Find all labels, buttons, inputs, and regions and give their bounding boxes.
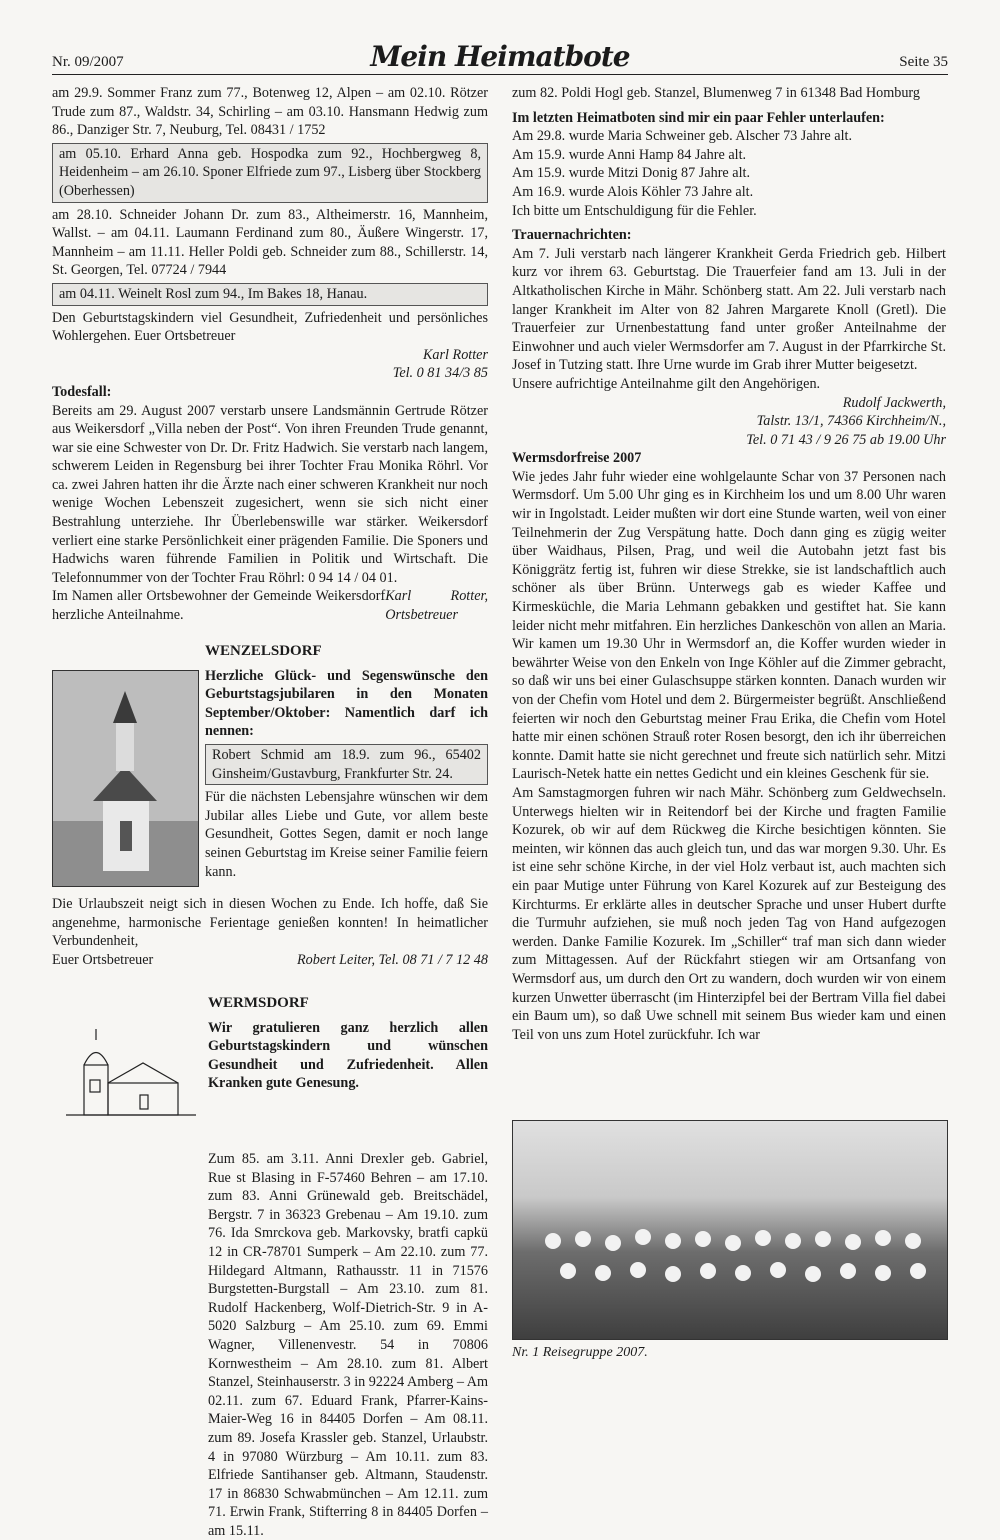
church-drawing — [56, 1025, 202, 1135]
jackwerth-address: Talstr. 13/1, 74366 Kirchheim/N., — [756, 413, 946, 430]
todesfall-text: Bereits am 29. August 2007 verstarb unsere Landsmännin Gertrude Rötzer aus Weikersdorf „Villa neben der Post“. Von ihren Freunden Trude genannt, war sie eine Schwester von Dr. Dr. Fritz Hadwich. Sie verstarb nach langem, schwerem Leiden in Regensburg bei ihrer Tochter Frau Monika Röhrl. Vor ca. zwei Jahren hatten ihr die Ärzte nach einer schweren Krankheit nur noch wenige Wochen Lebenszeit zugesichert, wenn sie sich nicht einer Bestrahlung unterziehe. Ihr Überlebenswille war stärker. Weikersdorf verliert eine starke Persönlichkeit einer prägenden Familie. Die Sponers und Hadwichs waren führende Familien in Politik und Wirtschaft. Die Telefonnummer von der Tochter Frau Röhrl: 0 94 14 / 04 01. — [52, 402, 488, 586]
page-number: Seite 35 — [899, 54, 948, 70]
highlight-box-2 — [52, 283, 488, 306]
correction-4: Am 16.9. wurde Alois Köhler 73 Jahre alt. — [512, 183, 754, 200]
trauer-text: Am 7. Juli verstarb nach längerer Krankheit Gerda Friedrich geb. Hilbert kurz vor ihrem 63. Geburtstag. Die Trauerfeier fand am 13. Juli in der Altkatholischen Kirche in Mähr. Schönberg statt. Am 22. Juli verstarb nach langer Krankheit im Alter von 82 Jahren Margarete Knoll (Gretl). Die Trauerfeier zur Urnenbestattung fand unter großer Anteilnahme der Einwohner und auch vieler Wermsdorfer am 7. August in der Pfarrkirche St. Josef in Tutzing statt. Ihre Urne wurde im Grab ihrer Mutter beigesetzt. — [512, 245, 946, 374]
wenzelsdorf-heading: WENZELSDORF — [205, 643, 322, 659]
birthday-list-1: am 29.9. Sommer Franz zum 77., Botenweg 12, Alpen – am 02.10. Rötzer Trude zum 87., Waldstr. 34, Schirling – am 03.10. Hansmann Hedwig zum 86., Danziger Str. 7, Neuburg, Tel. 08431 / 1752 — [52, 85, 488, 139]
group-photo — [512, 1120, 948, 1340]
birthday-list-2: am 28.10. Schneider Johann Dr. zum 83., Altheimerstr. 16, Mannheim, Wallst. – am 04.11. Laumann Ferdinand zum 80., Äußere Wingerstr. 17, Mannheim – am 11.11. Heller Poldi geb. Schneider zum 88., Schillerstr. 14, St. Georgen, Tel. 07724 / 7944 — [52, 206, 488, 279]
correction-3: Am 15.9. wurde Mitzi Donig 87 Jahre alt. — [512, 165, 750, 182]
reise-text-2: Am Samstagmorgen fuhren wir nach Mähr. Schönberg zum Geldwechseln. Unterwegs hielten wir in Reitendorf bei der Kirche und fragten Familie Kozurek, ob wir auf dem Rückweg die Kirche besichtigen könnten. Sie meinten, wir können das auch gleich tun, und das war morgen 9.30. Uhr. Es ist eine sehr schöne Kirche, in der viel Holz verbaut ist, auch machten sich ein paar Mutige unter Führung von Karel Kozurek auf zur Besteigung des Kirchturms. Er erklärte alles in deutscher Sprache und unser Hubert durfte die Turmuhr aufziehen, sie muß noch jeden Tag von Hand aufgezogen werden. Danke Familie Kozurek. Im „Schiller“ traf man sich dann wieder zum Mittagessen. Auf der Rückfahrt stiegen wir am Ortsanfang von Wermsdorf aus, um durch den Ort zu wandern, doch wurden wir von einem kurzen Unwetter überrascht (im Hinterzipfel bei der Bertram Villa fiel dabei ein Baum um), so daß Uwe schnell mit seinem Bus wieder kam und einen Teil von uns zum Hotel zurückfuhr. Ich war — [512, 784, 946, 1043]
signature-rotter: Karl Rotter — [422, 346, 488, 363]
church-illustration — [56, 1025, 202, 1135]
wermsdorf-block — [208, 994, 488, 1093]
hogl-birthday: zum 82. Poldi Hogl geb. Stanzel, Blumenweg 7 in 61348 Bad Homburg — [512, 85, 920, 101]
group-photo-illustration — [513, 1121, 947, 1339]
signature-jackwerth: Rudolf Jackwerth, — [842, 394, 946, 411]
masthead-logo: Mein Heimatbote — [370, 40, 630, 73]
chapel-photo — [52, 670, 199, 887]
trauer-heading: Trauernachrichten: — [512, 227, 632, 244]
wermsdorf-birthdays-block — [52, 1150, 488, 1540]
reise-text-1: Wie jedes Jahr fuhr wieder eine wohlgelaunte Schar von 37 Personen nach Wermsdorf. Um 5.00 Uhr ging es in Kirchheim los und um 8.00 Uhr waren wir in Ingolstadt. Leider mußten wir dort eine Stunde warten, weil von einer Teilnehmerin der Zug Verspätung hatte. Doch dann ging es zügig weiter über Waidhaus, Pilsen, Prag, und weil die Autobahn jetzt fast bis Königgrätz fertig ist, fuhren wir diese Strekke, sie ist landschaftlich auch schöner als über Brünn. Unterwegs gab es wieder Kaffee und Kirmesküchle, die Maria Lehmann gebakken und gestiftet hat. Sie kann leider nicht mehr mitfahren. Ein herzliches Dankeschön von allen an Maria. Wir kamen um 19.30 Uhr in Wermsdorf an, die Koffer wurden wieder in bewährter Weise von den Enkeln von Inge Köhler auf die Zimmer gebracht, so daß wir uns bei einer Gulaschsuppe stärken konnten. Danach wurden wir von der Chefin vom Hotel und dem 2. Bürgermeister begrüßt. Anschließend feierten wir noch den Geburtstag meiner Frau Erika, die Chefin vom Hotel hatte mir einen schönen Strauß roter Rosen besorgt, den ich ihr überreichen konnte. Damit hatte sie nicht gerechnet und freute sich natürlich sehr. Mitzi Laurisch-Netek hatte ein nettes Gedicht und ein kleines Geschenk für sie. — [512, 468, 946, 783]
todesfall-heading: Todesfall: — [52, 383, 112, 400]
anteilnahme-text: Im Namen aller Ortsbewohner der Gemeinde Weikersdorf herzliche Anteilnahme. — [52, 588, 386, 624]
signature-ortsbetreuer: Karl Rotter, Ortsbetreuer — [385, 588, 488, 624]
anteilnahme-row — [52, 587, 488, 624]
correction-2: Am 15.9. wurde Anni Hamp 84 Jahre alt. — [512, 146, 747, 163]
jackwerth-tel: Tel. 0 71 43 / 9 26 75 ab 19.00 Uhr — [746, 431, 946, 448]
chapel-illustration — [53, 671, 198, 886]
page-header — [52, 40, 948, 75]
corrections-heading: Im letzten Heimatboten sind mir ein paar Fehler unterlaufen: — [512, 109, 885, 126]
wermsdorf-intro: Wir gratulieren ganz herzlich allen Geburtstagskindern und wünschen Gesundheit und Zufriedenheit. Allen Kranken gute Genesung. — [208, 1019, 488, 1092]
photo-caption: Nr. 1 Reisegruppe 2007. — [512, 1345, 648, 1360]
urlaub-text: Die Urlaubszeit neigt sich in diesen Wochen zu Ende. Ich hoffe, daß Sie angenehme, harmonische Ferientage genießen konnten! In heimatlicher Verbundenheit, — [52, 896, 488, 950]
box-1-text: am 05.10. Erhard Anna geb. Hospodka zum 92., Hochbergweg 8, Heidenheim – am 26.10. Sponer Elfriede zum 97., Lisberg über Stockberg (Oberhessen) — [59, 145, 481, 199]
right-column — [512, 84, 946, 1044]
correction-apology: Ich bitte um Entschuldigung für die Fehler. — [512, 202, 757, 219]
box-2-text: am 04.11. Weinelt Rosl zum 94., Im Bakes 18, Hanau. — [59, 285, 368, 302]
signature-leiter: Robert Leiter, Tel. 08 71 / 7 12 48 — [296, 951, 488, 968]
urlaub-block — [52, 895, 488, 969]
wenzelsdorf-intro: Herzliche Glück- und Segenswünsche den Geburtstagsjubilaren in den Monaten September/Oktober: Namentlich darf ich nennen: — [205, 667, 488, 740]
leiter-signature-row — [52, 951, 488, 970]
issue-number: Nr. 09/2007 — [52, 54, 124, 70]
wenzelsdorf-block — [205, 642, 488, 881]
wermsdorf-heading: WERMSDORF — [208, 995, 309, 1011]
wenzelsdorf-box — [205, 744, 488, 785]
reise-heading: Wermsdorfreise 2007 — [512, 450, 642, 467]
wermsdorf-birthdays: Zum 85. am 3.11. Anni Drexler geb. Gabriel, Rue st Blasing in F-57460 Behren – am 17.10. zum 83. Anni Grünewald geb. Breitschädel, Bergstr. 7 in 36323 Grebenau – Am 19.10. zum 76. Ida Smrckova geb. Markovsky, bratfi capkü 12 in CR-78701 Sumperk – Am 22.10. zum 77. Hildegard Altmann, Rathausstr. 11 in 71576 Burgstetten-Burgstall – Am 23.10. zum 81. Rudolf Hackenberg, Wolf-Dietrich-Str. 9 in A-5020 Salzburg – Am 25.10. zum 69. Emmi Wagner, Villenenvestr. 54 in 70806 Kornwestheim – Am 28.10. zum 81. Albert Stanzel, Steinhauserstr. 3 in 92224 Amberg – Am 02.11. zum 67. Eduard Frank, Pfarrer-Kains-Maier-Weg 16 in 84405 Dorfen – Am 08.11. zum 89. Josefa Krassler geb. Stanzel, Urlaubstr. 4 in 97080 Würzburg – Am 10.11. zum 83. Elfriede Santihanser geb. Altmann, Staudenstr. 17 in 86830 Schwabmünchen – Am 12.11. zum 71. Erwin Frank, Stifterring 8 in 84405 Dorfen – am 15.11. — [208, 1151, 488, 1539]
left-column-top — [52, 84, 488, 625]
wenzelsdorf-box-text: Robert Schmid am 18.9. zum 96., 65402 Ginsheim/Gustavburg, Frankfurter Str. 24. — [212, 746, 481, 782]
wenzelsdorf-wishes: Für die nächsten Lebensjahre wünschen wir dem Jubilar alles Liebe und Gute, vor allem beste Gesundheit, Gottes Segen, damit er noch lange seinen Geburtstag im Kreise seiner Familie feiern kann. — [205, 789, 488, 880]
highlight-box-1 — [52, 143, 488, 203]
ortsbetreuer-label: Euer Ortsbetreuer — [52, 951, 154, 968]
trauer-anteilnahme: Unsere aufrichtige Anteilnahme gilt den Angehörigen. — [512, 375, 821, 392]
correction-1: Am 29.8. wurde Maria Schweiner geb. Alscher 73 Jahre alt. — [512, 128, 853, 145]
tel-rotter: Tel. 0 81 34/3 85 — [392, 365, 488, 382]
wishes-text: Den Geburtstagskindern viel Gesundheit, Zufriedenheit und persönliches Wohlergehen. Euer Ortsbetreuer — [52, 309, 488, 345]
